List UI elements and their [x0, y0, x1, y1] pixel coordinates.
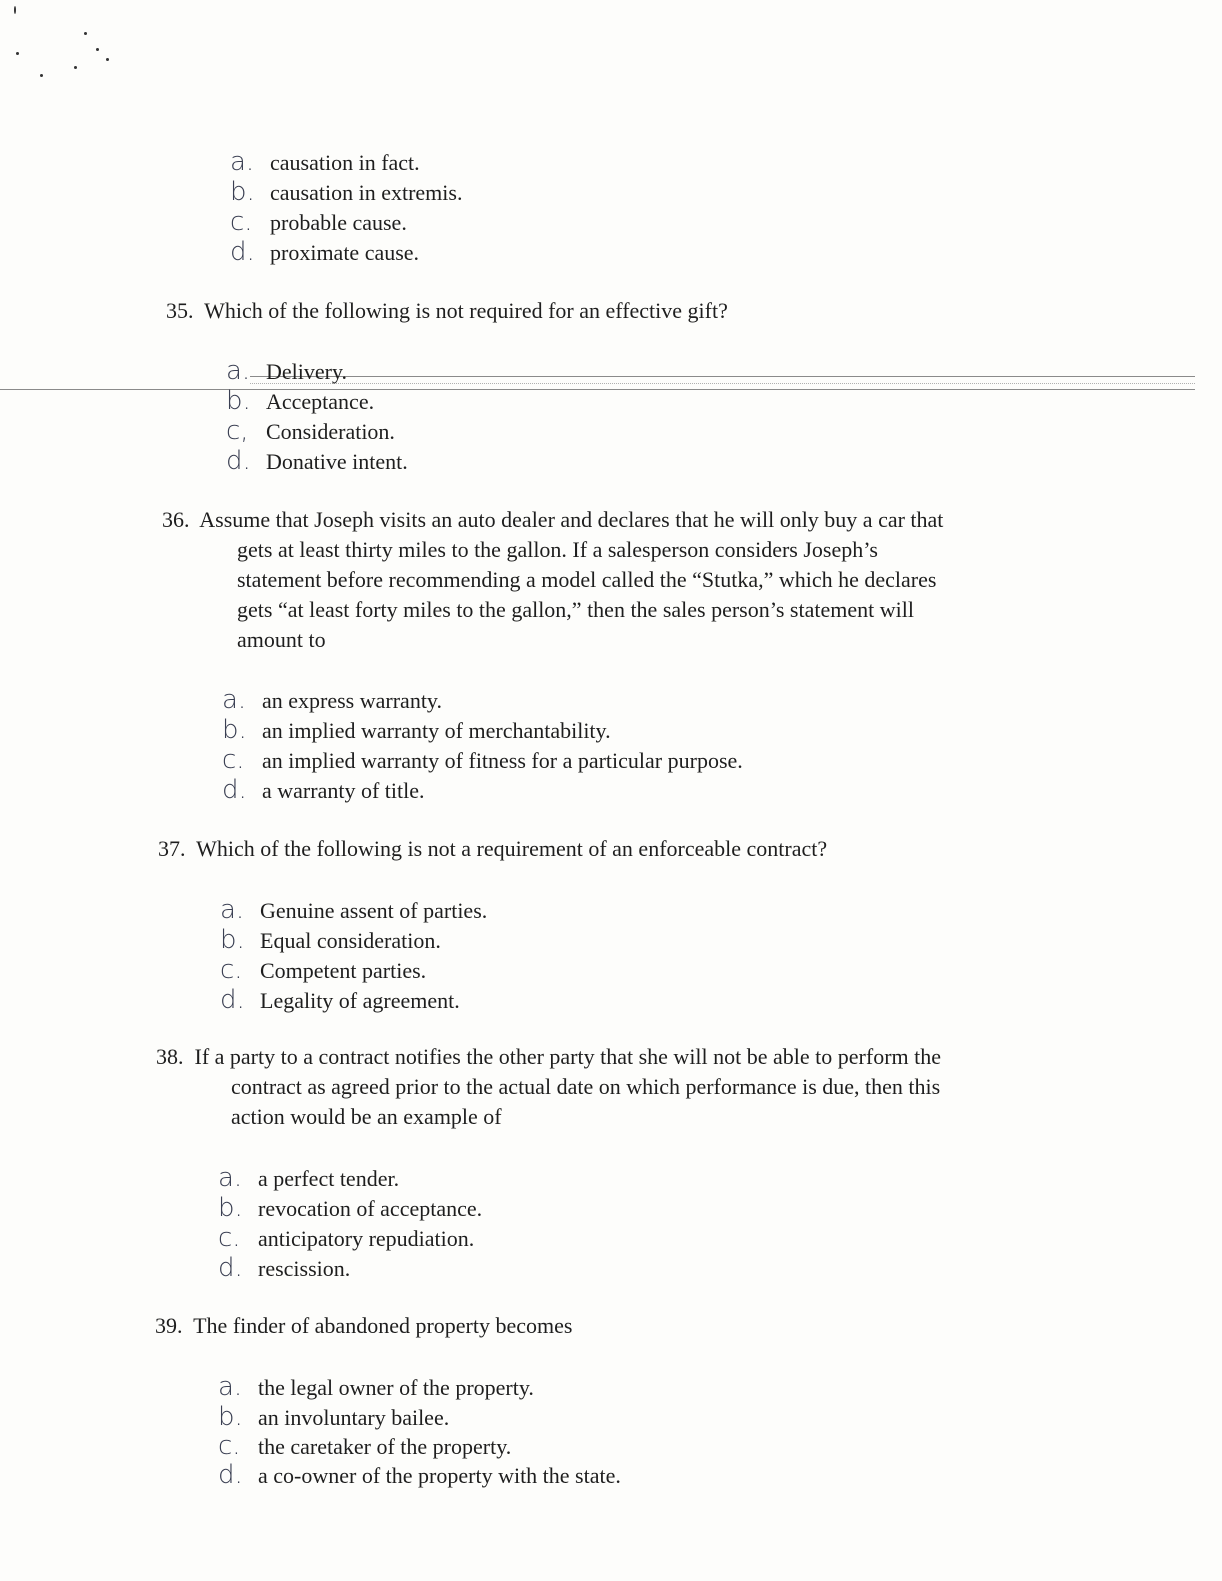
question-39	[155, 1311, 572, 1341]
scan-speck	[96, 48, 99, 51]
option-letter: c,	[226, 416, 249, 446]
scan-speck	[84, 32, 87, 35]
option-text: proximate cause.	[270, 240, 420, 265]
option-a[interactable]	[226, 356, 347, 386]
option-c[interactable]	[220, 955, 426, 985]
option-letter: d.	[222, 775, 247, 805]
option-a[interactable]	[218, 1163, 399, 1193]
option-letter: d.	[226, 446, 251, 476]
option-c[interactable]	[222, 745, 743, 775]
option-c[interactable]	[218, 1431, 511, 1461]
option-letter: c.	[218, 1223, 241, 1253]
option-a[interactable]	[220, 895, 487, 925]
option-b[interactable]	[226, 386, 374, 416]
option-letter: d.	[218, 1253, 243, 1283]
question-36	[162, 505, 943, 655]
question-37	[158, 834, 827, 864]
option-d[interactable]	[222, 775, 425, 805]
option-text: Competent parties.	[260, 958, 427, 983]
option-d[interactable]	[230, 237, 419, 267]
option-letter: b.	[218, 1402, 243, 1432]
scan-speck	[16, 52, 19, 55]
option-c[interactable]	[226, 416, 395, 446]
option-text: Genuine assent of parties.	[260, 898, 488, 923]
option-text: an implied warranty of merchantability.	[262, 718, 611, 743]
option-text: the legal owner of the property.	[258, 1375, 534, 1400]
option-text: Delivery.	[266, 359, 348, 384]
option-text: a co-owner of the property with the state.	[258, 1463, 621, 1488]
option-text: a perfect tender.	[258, 1166, 400, 1191]
scan-line	[250, 376, 1195, 377]
option-text: Consideration.	[266, 419, 395, 444]
question-text: Which of the following is not a requirement of an enforceable contract?	[196, 836, 828, 861]
question-text: Which of the following is not required for an effective gift?	[204, 298, 728, 323]
option-letter: b.	[218, 1193, 243, 1223]
question-number: 38.	[156, 1044, 184, 1069]
option-b[interactable]	[218, 1402, 449, 1432]
question-text: Assume that Joseph visits an auto dealer and declares that he will only buy a car that	[199, 507, 944, 532]
option-text: Legality of agreement.	[260, 988, 460, 1013]
option-letter: c.	[230, 207, 253, 237]
option-letter: b.	[220, 925, 245, 955]
option-text: probable cause.	[270, 210, 407, 235]
question-number: 35.	[166, 298, 194, 323]
option-text: an express warranty.	[262, 688, 442, 713]
question-number: 37.	[158, 836, 186, 861]
scan-line	[250, 383, 1195, 384]
option-c[interactable]	[218, 1223, 474, 1253]
option-c[interactable]	[230, 207, 407, 237]
question-text: contract as agreed prior to the actual date on which performance is due, then this	[231, 1074, 941, 1099]
option-letter: b.	[226, 386, 251, 416]
option-letter: a.	[226, 356, 251, 386]
option-d[interactable]	[220, 985, 460, 1015]
scan-speck	[106, 58, 109, 61]
option-text: Donative intent.	[266, 449, 408, 474]
option-text: Acceptance.	[266, 389, 375, 414]
option-text: Equal consideration.	[260, 928, 441, 953]
option-b[interactable]	[220, 925, 441, 955]
option-text: an involuntary bailee.	[258, 1405, 450, 1430]
option-a[interactable]	[222, 685, 442, 715]
question-text: The finder of abandoned property becomes	[193, 1313, 573, 1338]
scan-speck	[74, 66, 77, 69]
option-b[interactable]	[218, 1193, 482, 1223]
option-text: causation in extremis.	[270, 180, 463, 205]
option-b[interactable]	[222, 715, 611, 745]
option-text: anticipatory repudiation.	[258, 1226, 475, 1251]
question-text: action would be an example of	[231, 1104, 502, 1129]
question-text: gets “at least forty miles to the gallon,” then the sales person’s statement will	[237, 597, 914, 622]
question-text: gets at least thirty miles to the gallon. If a salesperson considers Joseph’s	[237, 537, 878, 562]
option-d[interactable]	[226, 446, 408, 476]
option-letter: d.	[218, 1460, 243, 1490]
option-text: a warranty of title.	[262, 778, 425, 803]
option-letter: c.	[218, 1431, 241, 1461]
question-number: 36.	[162, 507, 190, 532]
question-text: If a party to a contract notifies the other party that she will not be able to perform the	[194, 1044, 942, 1069]
option-text: an implied warranty of fitness for a particular purpose.	[262, 748, 743, 773]
question-text: amount to	[237, 627, 326, 652]
option-letter: b.	[230, 177, 255, 207]
question-number: 39.	[155, 1313, 183, 1338]
option-text: causation in fact.	[270, 150, 420, 175]
option-letter: a.	[230, 147, 255, 177]
option-letter: d.	[220, 985, 245, 1015]
option-text: the caretaker of the property.	[258, 1434, 512, 1459]
option-letter: a.	[220, 895, 245, 925]
option-a[interactable]	[218, 1372, 534, 1402]
option-letter: d.	[230, 237, 255, 267]
question-35	[166, 296, 728, 326]
option-b[interactable]	[230, 177, 462, 207]
option-d[interactable]	[218, 1460, 621, 1490]
option-letter: a.	[222, 685, 247, 715]
option-letter: c.	[220, 955, 243, 985]
option-a[interactable]	[230, 147, 420, 177]
scan-speck	[14, 6, 16, 14]
scan-line	[0, 389, 1195, 390]
option-letter: a.	[218, 1163, 243, 1193]
scan-speck	[40, 74, 43, 77]
option-letter: b.	[222, 715, 247, 745]
option-letter: a.	[218, 1372, 243, 1402]
option-text: revocation of acceptance.	[258, 1196, 483, 1221]
question-38	[156, 1042, 941, 1132]
question-text: statement before recommending a model called the “Stutka,” which he declares	[237, 567, 937, 592]
option-d[interactable]	[218, 1253, 350, 1283]
option-text: rescission.	[258, 1256, 351, 1281]
option-letter: c.	[222, 745, 245, 775]
